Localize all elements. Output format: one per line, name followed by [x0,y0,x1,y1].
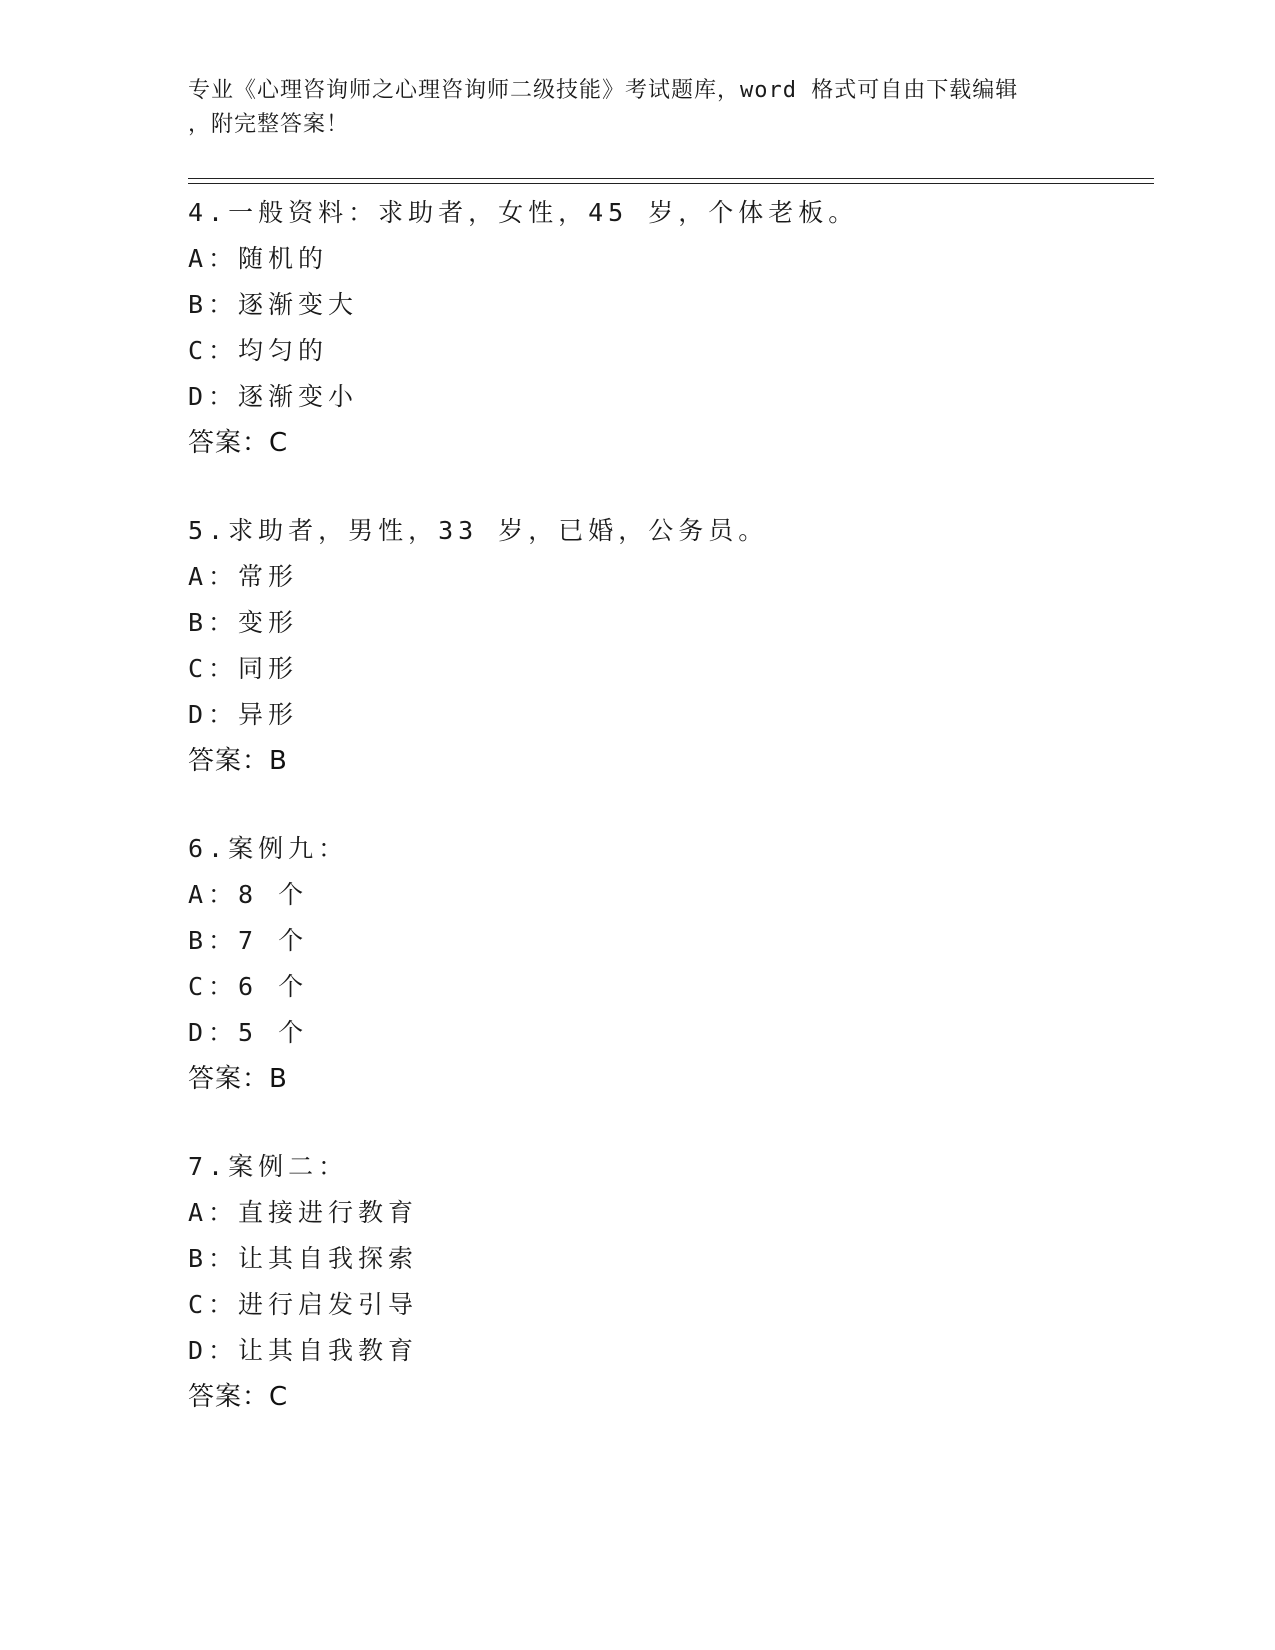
question-6 [188,826,1148,1144]
option-c: C：6 个 [188,972,309,1001]
question-title: 5.求助者，男性，33 岁，已婚，公务员。 [188,516,769,545]
answer: 答案：C [188,428,289,458]
option-b: B：让其自我探索 [188,1244,419,1273]
question-title: 6.案例九： [188,834,349,863]
question-spacer [188,1102,1148,1144]
header-divider-top [188,178,1154,179]
answer: 答案：B [188,1064,288,1094]
option-d: D：逐渐变小 [188,382,359,411]
option-a: A：8 个 [188,880,309,909]
option-a: A：常形 [188,562,299,591]
answer: 答案：B [188,746,288,776]
option-a: A：随机的 [188,244,329,273]
option-d: D：让其自我教育 [188,1336,419,1365]
question-5 [188,508,1148,826]
header-divider-bottom [188,183,1154,184]
answer: 答案：C [188,1382,289,1412]
question-title: 7.案例二： [188,1152,349,1181]
option-a: A：直接进行教育 [188,1198,419,1227]
option-b: B：逐渐变大 [188,290,359,319]
question-4 [188,190,1148,508]
question-7 [188,1144,1148,1420]
header-line-1: 专业《心理咨询师之心理咨询师二级技能》考试题库，word 格式可自由下载编辑 [188,78,1019,103]
option-b: B：变形 [188,608,299,637]
question-list [188,190,1148,1420]
question-title: 4.一般资料：求助者，女性，45 岁，个体老板。 [188,198,859,227]
option-d: D：异形 [188,700,299,729]
option-c: C：进行启发引导 [188,1290,419,1319]
option-c: C：均匀的 [188,336,329,365]
option-c: C：同形 [188,654,299,683]
option-d: D：5 个 [188,1018,309,1047]
document-header [188,74,1088,142]
question-spacer [188,466,1148,508]
question-spacer [188,784,1148,826]
option-b: B：7 个 [188,926,309,955]
header-line-2: ，附完整答案！ [188,112,350,137]
